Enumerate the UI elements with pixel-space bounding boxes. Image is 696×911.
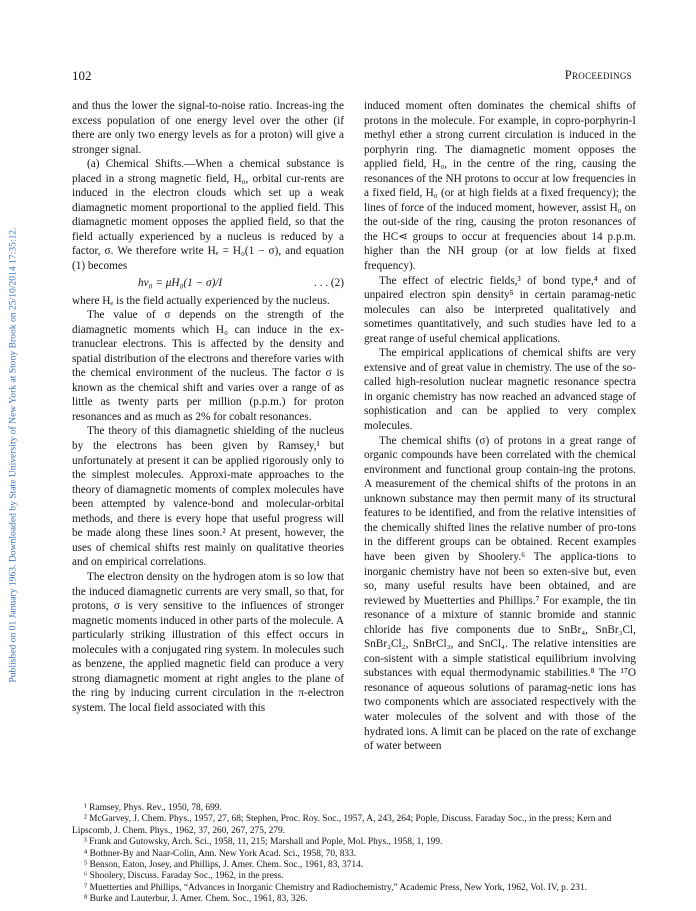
paragraph: The chemical shifts (σ) of protons in a great range of organic compounds have been correlated with the chemical environment and functional group contain-ing the protons. A measurement of the chemical shifts of the protons in an unknown substance may then permit many of its structural features to be identified, and from the relative intensities of the chemically shifted lines the relative number of pro-tons in the different groups can be obtained. Recent examples have been given by Shoolery.⁶ The applica-tions to inorganic chemistry have not been so exten-sive but, even so, many useful results have been obtained, and are reviewed by Muetterties and Phillips.⁷ For example, the tin resonance of a mixture of stannic bromide and stannic chloride has five components due to SnBr₄, SnBr₃Cl, SnBr₂Cl₂, SnBrCl₃, and SnCl₄. The relative intensities are con-sistent with a simple statistical equilibrium involving substances with equal thermodynamic stabilities.⁸ The ¹⁷O resonance of aqueous solutions of paramag-netic ions has two components which are associated respectively with the water molecules of the solvent and with those of the hydrated ions. A limit can be placed on the rate of exchange of water between [364,434,636,753]
footnote: ³ Frank and Gutowsky, Arch. Sci., 1958, 11, 215; Marshall and Pople, Mol. Phys., 1958, 1, 199. [84,837,443,848]
paragraph: The empirical applications of chemical shifts are very extensive and of great value in chemistry. The use of the so-called high-resolution nuclear magnetic resonance spectra in organic chemistry has now reached an advanced stage of sophistication and can be applied to very complex molecules. [364,347,636,433]
footnote: ⁸ Burke and Lauterbur, J. Amer. Chem. Soc., 1961, 83, 326. [84,894,308,905]
paragraph: The effect of electric fields,³ of bond type,⁴ and of unpaired electron spin density⁵ in certain paramag-netic molecules can also be interpreted qualitatively and sometimes quantitatively, and such studies have led to a great range of useful chemical applications. [364,274,636,345]
equation-body: hν₀ = μH₀(1 − σ)/I [138,276,223,289]
download-watermark [0,0,26,911]
footnote: ⁴ Bothner-By and Naar-Colin, Ann. New York Acad. Sci., 1958, 70, 833. [84,848,357,859]
footnote: ² McGarvey, J. Chem. Phys., 1957, 27, 68; Stephen, Proc. Roy. Soc., 1957, A, 243, 264; Pople, Discuss. Faraday Soc., in the press; Kern and Lipscomb, J. Chem. Phys., 1962, 37, 260, 267, 275, 279. [72,814,612,836]
footnotes [72,803,634,906]
footnote: ⁵ Benson, Eaton, Josey, and Phillips, J. Amer. Chem. Soc., 1961, 83, 3714. [84,860,364,871]
paragraph: where Hₑ is the field actually experienced by the nucleus. [72,294,330,307]
paragraph: induced moment often dominates the chemical shifts of protons in the molecule. For example, in copro-porphyrin-I methyl ether a strong current circulation is induced in the porphyrin ring. The diamagnetic moment opposes the applied field, H₀, in the centre of the ring, causing the resonances of the NH protons to occur at low frequencies in a fixed field, H₀ (or at high fields at a fixed frequency); the lines of force of the induced moment, however, assist H₀ on the out-side of the ring, causing the proton resonances of the HC⋖ groups to occur at frequencies about 14 p.p.m. higher than the NH group (or at low fields at fixed frequency). [364,100,636,273]
paragraph: and thus the lower the signal-to-noise ratio. Increas-ing the excess population of one energy level over the other (if there are only two energy levels as for a proton) will give a stronger signal. [72,100,344,156]
paragraph: The value of σ depends on the strength of the diamagnetic moments which H₀ can induce in the ex-tranuclear electrons. This is affected by the density and spatial distribution of the electrons and therefore varies with the chemical environment of the nucleus. The factor σ is known as the chemical shift and varies over a range of as little as twenty parts per million (p.p.m.) for proton resonances and as much as 2% for cobalt resonances. [72,309,344,423]
footnote: ¹ Ramsey, Phys. Rev., 1950, 78, 699. [84,803,222,813]
right-column [364,99,636,754]
page-number: 102 [72,68,92,83]
download-watermark-text: Published on 01 January 1963. Downloaded by State University of New York at Stony Brook on 25/10/2014 17:35:12. [7,227,19,683]
footnote: ⁷ Muetterties and Phillips, “Advances in Inorganic Chemistry and Radiochemistry,” Academic Press, New York, 1962, Vol. IV, p. 231. [84,882,587,893]
footnote: ⁶ Shoolery, Discuss. Faraday Soc., 1962, in the press. [84,871,284,882]
running-head: Proceedings [564,68,632,82]
paragraph: (a) Chemical Shifts.—When a chemical substance is placed in a strong magnetic field, H₀, orbital cur-rents are induced in the electron clouds which set up a weak diamagnetic moment proportional to the applied field. This diamagnetic moment opposes the applied field, so that the field actually experienced by a nucleus is reduced by a factor, σ. We therefore write Hₑ = H₀(1 − σ), and equation (1) becomes [72,158,344,273]
page-header [72,68,632,86]
equation-number: . . . (2) [314,276,344,289]
equation-2 [72,276,344,291]
paragraph: The theory of this diamagnetic shielding of the nucleus by the electrons has been given by Ramsey,¹ but unfortunately at present it can be applied rigorously only to the simplest molecules. Approxi-mate approaches to the theory of diamagnetic moments of complex molecules have been attempted by valence-bond and molecular-orbital methods, and there is every hope that useful progress will be made along these lines soon.² At present, however, the uses of chemical shifts rest mainly on qualitative theories and on empirical correlations. [72,425,344,569]
left-column [72,99,344,715]
paragraph: The electron density on the hydrogen atom is so low that the induced diamagnetic currents are very small, so that, for protons, σ is very sensitive to the influences of stronger magnetic moments induced in other parts of the molecule. A particularly striking illustration of this effect occurs in molecules with a conjugated ring system. In molecules such as benzene, the applied magnetic field can produce a very strong diamagnetic moment at right angles to the plane of the ring by inducing current circulation in the π-electron system. The local field associated with this [72,570,344,714]
